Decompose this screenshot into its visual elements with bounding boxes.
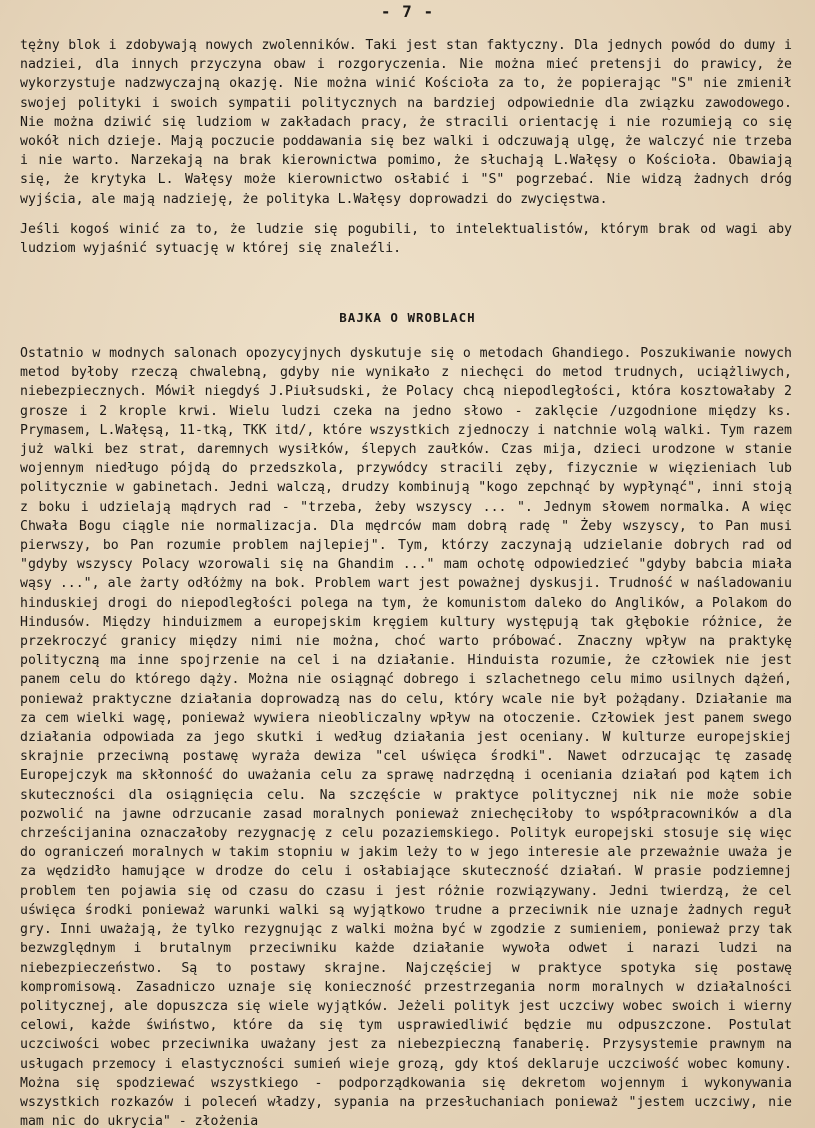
second-paragraph-block: [20, 220, 792, 258]
section-heading: BAJKA O WROBLACH: [339, 310, 476, 325]
main-paragraph: Ostatnio w modnych salonach opozycyjnych dyskutuje się o metodach Ghandiego. Poszukiwanie nowych metod byłoby rzeczą chwalebną, gdyby nie wynikało z niechęci do metod trudnych, uciążliwych, niebezpiecznych. Mówił niegdyś J.Piułsudski, że Polacy chcą niepodległości, która kosztowałaby 2 grosze i 2 krople krwi. Wielu ludzi czeka na jedno słowo - zaklęcie /uzgodnione między ks. Prymasem, L.Wałęsą, 11-tką, TKK itd/, które wszystkich zjednoczy i natchnie wolą walki. Tym razem już walki bez strat, daremnych wysiłków, ślepych zaułków. Czas mija, dzieci urodzone w stanie wojennym niedługo pójdą do przedszkola, przywódcy stracili zęby, fizycznie w więzieniach lub politycznie w gabinetach. Jedni walczą, drudzy kombinują "kogo zepchnąć by wypłynąć", inni stoją z boku i udzielają mądrych rad - "trzeba, żeby wszyscy ... ". Jednym słowem normalka. A więc Chwała Bogu ciągle nie normalizacja. Dla mędrców mam dobrą radę " Żeby wszyscy, to Pan musi pierwszy, bo Pan rozumie problem najlepiej". Tym, którzy zaczynają udzielanie dobrych rad od "gdyby wszyscy Polacy wzorowali się na Ghandim ..." mam ochotę odpowiedzieć "gdyby babcia miała wąsy ...", ale żarty odłóżmy na bok. Problem wart jest poważnej dyskusji. Trudność w naśladowaniu hinduskiej drogi do niepodległości polega na tym, że komunistom daleko do Anglików, a Polakom do Hindusów. Między hinduizmem a europejskim kręgiem kultury występują tak głębokie różnice, że przekroczyć granicy między nimi nie można, choć warto próbować. Znaczny wpływ na praktykę polityczną ma inne spojrzenie na cel i na działanie. Hinduista rozumie, że człowiek nie jest panem celu do którego dąży. Można nie osiągnąć dobrego i szlachetnego celu mimo usilnych dążeń, ponieważ praktyczne działania doprowadzą nas do celu, który wcale nie był pożądany. Działanie ma za cem wielki wagę, ponieważ wywiera nieobliczalny wpływ na otoczenie. Człowiek jest panem swego działania odpowiada za jego skutki i według działania jest oceniany. W kulturze europejskiej skrajnie przeciwną postawę wyraża dewiza "cel uświęca środki". Nawet odrzucając tę zasadę Europejczyk ma skłonność do uważania celu za sprawę nadrzędną i oceniania działań pod kątem ich skuteczności dla osiągnięcia celu. Na szczęście w praktyce politycznej nik nie może sobie pozwolić na jawne odrzucanie zasad moralnych ponieważ zniechęciłoby to współpracowników a dla chrześcijanina oznaczałoby rezygnację z celu pozaziemskiego. Polityk europejski stosuje się więc do ograniczeń moralnych w takim stopniu w jakim leży to w jego interesie ale przeważnie uważa je za wędzidło hamujące w drodze do celu i osłabiające skuteczność działań. W prasie podziemnej problem ten pojawia się od czasu do czasu i jest różnie rozwiązywany. Jedni twierdzą, że cel uświęca środki ponieważ warunki walki są wyjątkowo trudne a przeciwnik nie uznaje żadnych reguł gry. Inni uważają, że tylko rezygnując z walki można być w zgodzie z sumieniem, ponieważ przy tak bezwzględnym i brutalnym przeciwniku każde działanie wywoła odwet i narazi ludzi na niebezpieczeństwo. Są to postawy skrajne. Najczęściej w praktyce spotyka się postawę kompromisową. Zasadniczo uznaje się konieczność przestrzegania norm moralnych w działalności politycznej, ale dopuszcza się wiele wyjątków. Jeżeli polityk jest uczciwy wobec swoich i wierny celowi, każde świństwo, które da się tym usprawiedliwić będzie mu odpuszczone. Postulat uczciwości wobec przeciwnika uważany jest za niebezpieczną fanaberię. Przysystemie prawnym na usługach przemocy i elastyczności sumień wieje grozą, gdy ktoś deklaruje uczciwość wobec komuny. Można się spodziewać wszystkiego - podporządkowania się dekretom wojennym i wykonywania wszystkich rozkazów i poleceń władzy, sypania na przesłuchaniach ponieważ "jestem uczciwy, nie mam nic do ukrycia" - złożenia: [20, 346, 792, 1128]
second-paragraph: Jeśli kogoś winić za to, że ludzie się pogubili, to intelektualistów, którym brak od wagi aby ludziom wyjaśnić sytuację w której się znaleźli.: [20, 222, 792, 257]
intro-paragraph: tężny blok i zdobywają nowych zwolenników. Taki jest stan faktyczny. Dla jednych powód do dumy i nadziei, dla innych przyczyna obaw i rozgoryczenia. Nie można mieć pretensji do prawicy, że wykorzystuje nadzwyczajną okazję. Nie można winić Kościoła za to, że popierając "S" nie zmienił swojej polityki i swoich sympatii politycznych na bardziej odpowiednie dla związku zawodowego. Nie można dziwić się ludziom w zakładach pracy, że stracili orientację i nie rozumieją co się wokół nich dzieje. Mają poczucie poddawania się bez walki i odczuwają ulgę, że walczyć nie trzeba i nie warto. Narzekają na brak kierownictwa pomimo, że słuchają L.Wałęsy o Kościoła. Obawiają się, że krytyka L. Wałęsy może kierownictwo osłabić i "S" pogrzebać. Nie widzą żadnych dróg wyjścia, ale mają nadzieję, że polityka L.Wałęsy doprowadzi do zwycięstwa.: [20, 38, 792, 207]
main-paragraph-block: [20, 344, 792, 1128]
page-number: - 7 -: [380, 2, 435, 21]
intro-paragraph-block: [20, 36, 792, 209]
